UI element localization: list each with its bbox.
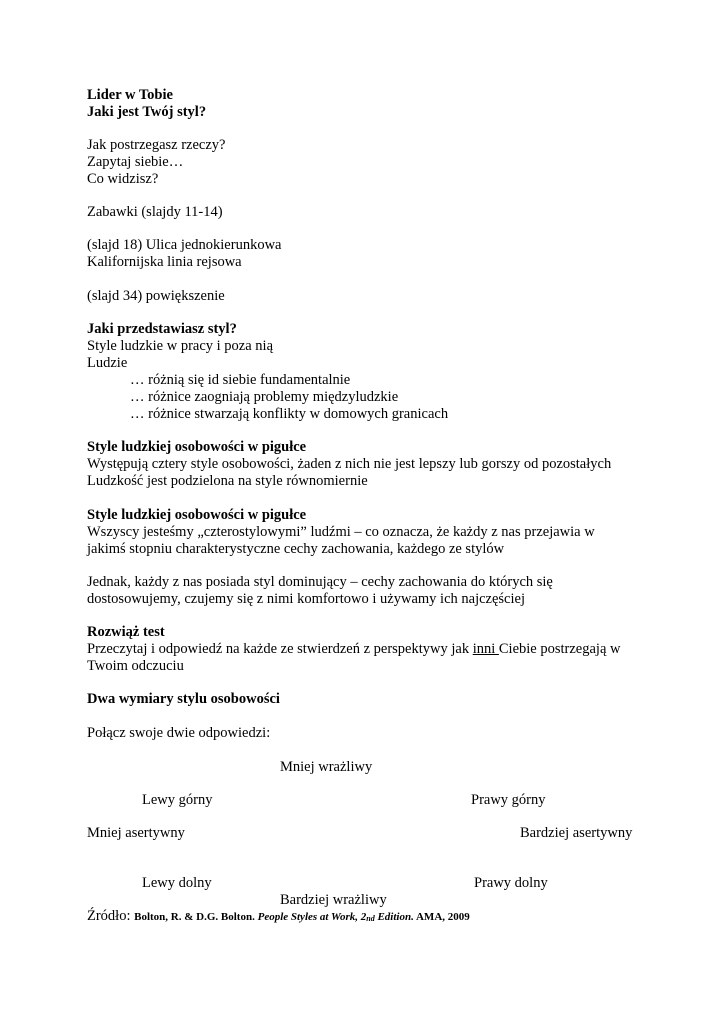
pill1-line-2: Ludzkość jest podzielona na style równomiernie [87,473,368,489]
test-line-1-pre: Przeczytaj i odpowiedź na każde ze stwierdzeń z perspektywy jak [87,641,473,657]
pill2-line-1: Wszyscy jesteśmy „czterostylowymi” ludźmi – co oznacza, że każdy z nas przejawia w [87,524,595,540]
pill1-line-1: Występują cztery style osobowości, żaden z nich nie jest lepszy lub gorszy od pozostałych [87,456,612,472]
axis-top-label: Mniej wrażliwy [280,759,373,775]
test-heading: Rozwiąż test [87,624,165,640]
slides-34: (slajd 34) powiększenie [87,288,225,304]
slides-18-b: Kalifornijska linia rejsowa [87,254,242,270]
style-bullet: … różnice stwarzają konflikty w domowych granicach [130,406,449,422]
test-line-1-post: Ciebie postrzegają w [498,641,621,657]
slides-18-a: (slajd 18) Ulica jednokierunkowa [87,237,282,253]
style-line-1: Style ludzkie w pracy i poza nią [87,338,274,354]
style-bullet: … różnią się id siebie fundamentalnie [130,372,351,388]
intro-line-2: Zapytaj siebie… [87,154,184,170]
pill1-heading: Style ludzkiej osobowości w pigułce [87,439,307,455]
pill2-line-3: Jednak, każdy z nas posiada styl dominujący – cechy zachowania do których się [87,574,553,590]
pill2-line-4: dostosowujemy, czujemy się z nimi komfortowo i używamy ich najczęściej [87,591,525,607]
style-line-2: Ludzie [87,355,128,371]
source-authors: Bolton, R. & D.G. Bolton. [134,911,258,923]
test-line-1-underlined: inni [472,641,499,657]
style-bullet: … różnice zaogniają problemy międzyludzkie [130,389,399,405]
document-subtitle: Jaki jest Twój styl? [87,104,207,120]
axis-right-label: Bardziej asertywny [520,825,633,841]
source-edition-sup: nd [366,914,375,923]
quadrant-top-right: Prawy górny [471,792,546,808]
source-title: People Styles at Work, 2 [257,911,367,923]
source-publisher: AMA, 2009 [413,911,470,923]
pill2-heading: Style ludzkiej osobowości w pigułce [87,507,307,523]
test-line-2: Twoim odczuciu [87,658,184,674]
quadrant-bottom-left: Lewy dolny [142,875,212,891]
source-label: Źródło: [87,908,135,924]
intro-line-1: Jak postrzegasz rzeczy? [87,137,226,153]
style-heading: Jaki przedstawiasz styl? [87,321,237,337]
axis-left-label: Mniej asertywny [87,825,185,841]
test-line-1 [87,641,620,658]
quadrant-bottom-right: Prawy dolny [474,875,548,891]
document-title: Lider w Tobie [87,87,173,103]
quadrant-top-left: Lewy górny [142,792,213,808]
source-citation [87,908,470,927]
axis-bottom-label: Bardziej wrażliwy [280,892,387,908]
dimensions-instruction: Połącz swoje dwie odpowiedzi: [87,725,271,741]
slides-toys: Zabawki (slajdy 11-14) [87,204,223,220]
dimensions-heading: Dwa wymiary stylu osobowości [87,691,280,707]
intro-line-3: Co widzisz? [87,171,159,187]
pill2-line-2: jakimś stopniu charakterystyczne cechy zachowania, każdego ze stylów [87,541,505,557]
source-edition-word: Edition. [374,911,414,923]
